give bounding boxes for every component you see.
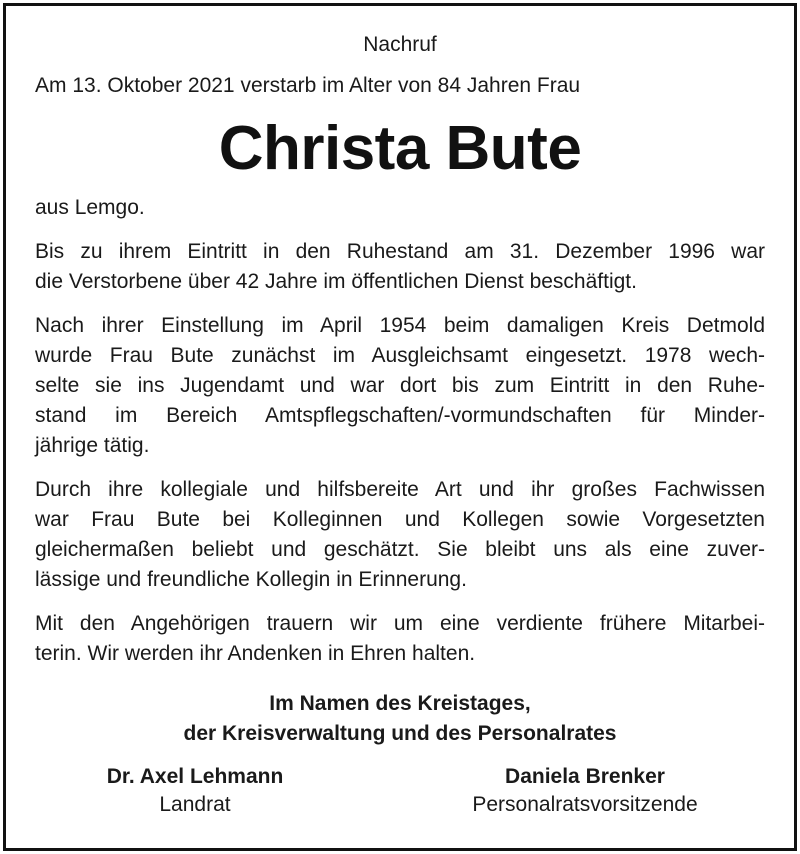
signer-landrat [65,763,325,819]
signer-name: Dr. Axel Lehmann [106,765,284,788]
paragraph-line: die Verstorbene über 42 Jahre im öffentlichen Dienst beschäftigt. [35,270,637,293]
paragraph-line: wurde Frau Bute zunächst im Ausgleichsamt eingesetzt. 1978 wech- [35,344,765,367]
signoff [35,689,765,749]
signoff-line: der Kreisverwaltung und des Personalrates [183,722,617,745]
paragraph-line: Nach ihrer Einstellung im April 1954 beim damaligen Kreis Detmold [35,314,765,337]
signer-role: Landrat [159,793,231,816]
notice-intro: Am 13. Oktober 2021 verstarb im Alter von 84 Jahren Frau [35,74,581,97]
obituary-notice [35,30,765,823]
notice-heading: Nachruf [363,33,437,56]
signers [35,763,765,823]
paragraph-career [35,311,765,461]
paragraph-line: lässige und freundliche Kollegin in Erinnerung. [35,568,467,591]
paragraph-line: war Frau Bute bei Kolleginnen und Kollegen sowie Vorgesetzten [35,508,765,531]
paragraph-character [35,475,765,595]
paragraph-line: Bis zu ihrem Eintritt in den Ruhestand am 31. Dezember 1996 war [35,240,765,263]
paragraph-line: selte sie ins Jugendamt und war dort bis zum Eintritt in den Ruhe- [35,374,765,397]
signer-name: Daniela Brenker [505,765,665,788]
paragraph-line: Mit den Angehörigen trauern wir um eine verdiente frühere Mitarbei- [35,612,765,635]
paragraph-line: terin. Wir werden ihr Andenken in Ehren halten. [35,642,476,665]
signer-personalrat [420,763,750,819]
paragraph-line: jährige tätig. [35,434,150,457]
signer-role: Personalratsvorsitzende [472,793,698,816]
paragraph-retirement [35,237,765,297]
deceased-origin: aus Lemgo. [35,196,145,219]
paragraph-line: stand im Bereich Amtspflegschaften/-vormundschaften für Minder- [35,404,765,427]
signoff-line: Im Namen des Kreistages, [269,692,531,715]
paragraph-condolence [35,609,765,669]
paragraph-line: gleichermaßen beliebt und geschätzt. Sie bleibt uns als eine zuver- [35,538,765,561]
paragraph-line: Durch ihre kollegiale und hilfsbereite Art und ihr großes Fachwissen [35,478,765,501]
deceased-name: Christa Bute [218,114,582,183]
